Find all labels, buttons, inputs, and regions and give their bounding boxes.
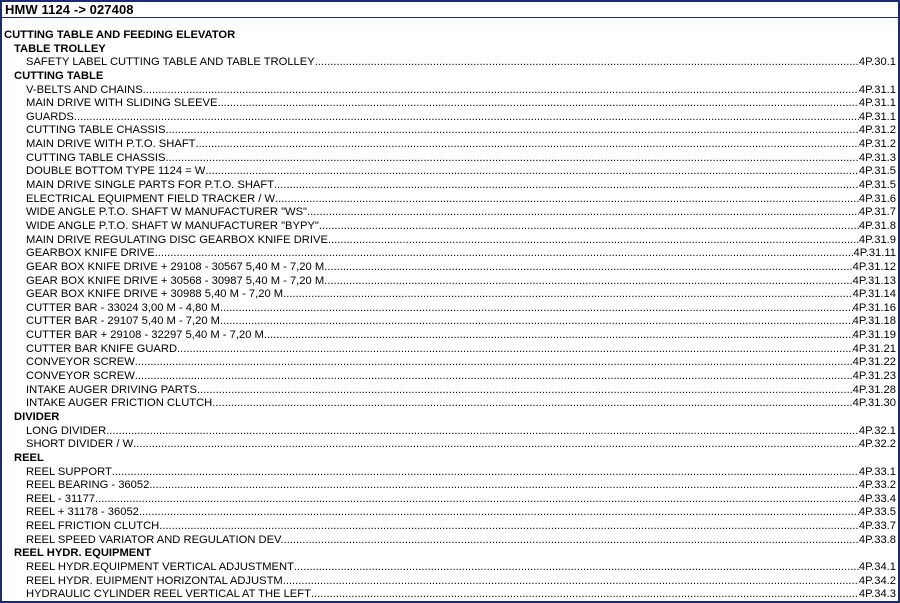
toc-group-heading: REEL <box>14 451 44 464</box>
dot-leader <box>294 561 859 575</box>
toc-group-heading: DIVIDER <box>14 410 60 423</box>
toc-entry-page-ref: 4P.31.9 <box>858 233 896 246</box>
toc-entry-link[interactable] <box>2 588 898 602</box>
dot-leader <box>155 247 854 261</box>
dot-leader <box>165 124 858 138</box>
toc-entry-page-ref: 4P.31.8 <box>858 219 896 232</box>
toc-entry-label: MAIN DRIVE WITH P.T.O. SHAFT <box>26 138 196 151</box>
toc-entry-label: GEAR BOX KNIFE DRIVE + 30988 5,40 M - 7,20 M <box>26 288 284 301</box>
toc-entry-page-ref: 4P.32.2 <box>858 438 896 451</box>
toc-entry-label: CONVEYOR SCREW <box>26 356 135 369</box>
toc-entry-link[interactable] <box>2 138 898 152</box>
toc-entry-page-ref: 4P.33.7 <box>858 520 896 533</box>
toc-entry-page-ref: 4P.33.1 <box>858 465 896 478</box>
toc-entry-page-ref: 4P.33.4 <box>858 492 896 505</box>
toc-entry-label: REEL + 31178 - 36052 <box>26 506 139 519</box>
toc-entry-link[interactable] <box>2 288 898 302</box>
toc-entry-label: CUTTER BAR KNIFE GUARD <box>26 342 178 355</box>
toc-entry-link[interactable] <box>2 124 898 138</box>
toc-entry-label: REEL SUPPORT <box>26 465 112 478</box>
toc-entry-label: REEL FRICTION CLUTCH <box>26 520 160 533</box>
toc-entry-label: CUTTER BAR - 29107 5,40 M - 7,20 M <box>26 315 220 328</box>
toc-entry-page-ref: 4P.33.2 <box>858 479 896 492</box>
dot-leader <box>324 275 852 289</box>
toc-entry-link[interactable] <box>2 275 898 289</box>
toc-entry-link[interactable] <box>2 179 898 193</box>
toc-entry-link[interactable] <box>2 438 898 452</box>
toc-group-heading: REEL HYDR. EQUIPMENT <box>14 547 152 560</box>
toc-entry-page-ref: 4P.34.2 <box>858 574 896 587</box>
dot-leader <box>195 138 858 152</box>
toc-entry-link[interactable] <box>2 493 898 507</box>
toc-entry-link[interactable] <box>2 165 898 179</box>
toc-entry-page-ref: 4P.31.19 <box>852 329 896 342</box>
toc-entry-label: SHORT DIVIDER / W <box>26 438 134 451</box>
toc-entry-link[interactable] <box>2 384 898 398</box>
toc-entry-page-ref: 4P.31.6 <box>858 192 896 205</box>
dot-leader <box>283 288 853 302</box>
toc-entry-link[interactable] <box>2 220 898 234</box>
dot-leader <box>112 466 859 480</box>
dot-leader <box>328 234 859 248</box>
dot-leader <box>275 193 859 207</box>
toc-entry-page-ref: 4P.31.14 <box>852 288 896 301</box>
toc-entry-page-ref: 4P.32.1 <box>858 424 896 437</box>
toc-entry-link[interactable] <box>2 425 898 439</box>
toc-entry-label: DOUBLE BOTTOM TYPE 1124 = W <box>26 165 206 178</box>
toc-entry-page-ref: 4P.31.3 <box>858 151 896 164</box>
dot-leader <box>307 206 859 220</box>
toc-entry-link[interactable] <box>2 261 898 275</box>
toc-entry-page-ref: 4P.31.30 <box>852 397 896 410</box>
toc-entry-link[interactable] <box>2 315 898 329</box>
toc-entry-page-ref: 4P.31.5 <box>858 179 896 192</box>
dot-leader <box>284 534 859 548</box>
toc-entry-link[interactable] <box>2 466 898 480</box>
toc-entry-label: MAIN DRIVE WITH SLIDING SLEEVE <box>26 97 218 110</box>
toc-entry-page-ref: 4P.31.13 <box>852 274 896 287</box>
toc-entry-link[interactable] <box>2 506 898 520</box>
toc-entry-page-ref: 4P.31.28 <box>852 383 896 396</box>
dot-leader <box>143 84 859 98</box>
toc-entry-label: CUTTER BAR + 29108 - 32297 5,40 M - 7,20 M <box>26 329 264 342</box>
table-of-contents <box>2 29 898 602</box>
toc-entry-page-ref: 4P.31.23 <box>852 370 896 383</box>
dot-leader <box>212 397 852 411</box>
toc-group-heading: CUTTING TABLE <box>14 69 104 82</box>
dot-leader <box>135 370 853 384</box>
toc-entry-page-ref: 4P.31.2 <box>858 138 896 151</box>
dot-leader <box>220 302 853 316</box>
toc-entry-label: REEL HYDR.EQUIPMENT VERTICAL ADJUSTMENT <box>26 560 294 573</box>
dot-leader <box>139 506 859 520</box>
toc-entry-label: REEL HYDR. EUIPMENT HORIZONTAL ADJUSTM <box>26 574 283 587</box>
toc-entry-link[interactable] <box>2 84 898 98</box>
dot-leader <box>165 152 858 166</box>
toc-entry-link[interactable] <box>2 193 898 207</box>
toc-entry-page-ref: 4P.31.2 <box>858 124 896 137</box>
toc-entry-link[interactable] <box>2 56 898 70</box>
toc-entry-page-ref: 4P.31.16 <box>852 301 896 314</box>
toc-entry-label: MAIN DRIVE REGULATING DISC GEARBOX KNIFE DRIVE <box>26 233 328 246</box>
toc-entry-page-ref: 4P.34.1 <box>858 560 896 573</box>
dot-leader <box>274 179 859 193</box>
toc-entry-label: GEAR BOX KNIFE DRIVE + 29108 - 30567 5,40 M - 7,20 M <box>26 260 325 273</box>
toc-entry-link[interactable] <box>2 397 898 411</box>
toc-entry-page-ref: 4P.31.5 <box>858 165 896 178</box>
dot-leader <box>264 329 853 343</box>
toc-entry-label: CUTTING TABLE CHASSIS <box>26 151 166 164</box>
dot-leader <box>205 165 859 179</box>
toc-entry-label: GEAR BOX KNIFE DRIVE + 30568 - 30987 5,40 M - 7,20 M <box>26 274 325 287</box>
page-title: HMW 1124 -> 027408 <box>2 2 898 18</box>
toc-entry-link[interactable] <box>2 111 898 125</box>
toc-entry-label: HYDRAULIC CYLINDER REEL VERTICAL AT THE LEFT <box>26 588 311 601</box>
toc-entry-link[interactable] <box>2 152 898 166</box>
toc-entry-page-ref: 4P.31.22 <box>852 356 896 369</box>
toc-entry-page-ref: 4P.33.8 <box>858 533 896 546</box>
toc-entry-link[interactable] <box>2 302 898 316</box>
toc-entry-label: CONVEYOR SCREW <box>26 370 135 383</box>
dot-leader <box>220 315 853 329</box>
toc-section-heading: CUTTING TABLE AND FEEDING ELEVATOR <box>4 29 236 41</box>
toc-entry-link[interactable] <box>2 575 898 589</box>
toc-entry-label: INTAKE AUGER FRICTION CLUTCH <box>26 397 213 410</box>
toc-entry-link[interactable] <box>2 561 898 575</box>
toc-entry-link[interactable] <box>2 97 898 111</box>
toc-entry-page-ref: 4P.31.11 <box>853 247 896 260</box>
toc-entry-label: V-BELTS AND CHAINS <box>26 83 143 96</box>
toc-entry-link[interactable] <box>2 479 898 493</box>
toc-entry-link[interactable] <box>2 247 898 261</box>
toc-entry-label: REEL BEARING - 36052 <box>26 479 150 492</box>
toc-entry-link[interactable] <box>2 234 898 248</box>
dot-leader <box>217 97 858 111</box>
toc-entry-link[interactable] <box>2 356 898 370</box>
toc-entry-label: ELECTRICAL EQUIPMENT FIELD TRACKER / W <box>26 192 276 205</box>
dot-leader <box>283 575 859 589</box>
toc-entry-link[interactable] <box>2 534 898 548</box>
toc-entry-page-ref: 4P.31.12 <box>852 260 896 273</box>
dot-leader <box>311 588 859 602</box>
toc-entry-page-ref: 4P.31.7 <box>858 206 896 219</box>
dot-leader <box>135 356 853 370</box>
toc-entry-label: WIDE ANGLE P.T.O. SHAFT W MANUFACTURER "BYPY" <box>26 219 319 232</box>
toc-entry-page-ref: 4P.31.21 <box>852 342 896 355</box>
toc-group-heading: TABLE TROLLEY <box>14 42 106 55</box>
toc-entry-label: WIDE ANGLE P.T.O. SHAFT W MANUFACTURER "WS" <box>26 206 308 219</box>
toc-entry-link[interactable] <box>2 329 898 343</box>
dot-leader <box>319 220 859 234</box>
toc-entry-label: CUTTER BAR - 33024 3,00 M - 4,80 M <box>26 301 220 314</box>
dot-leader <box>315 56 859 70</box>
toc-entry-link[interactable] <box>2 206 898 220</box>
toc-entry-label: LONG DIVIDER <box>26 424 107 437</box>
toc-entry-link[interactable] <box>2 520 898 534</box>
toc-entry-label: MAIN DRIVE SINGLE PARTS FOR P.T.O. SHAFT <box>26 179 275 192</box>
toc-entry-page-ref: 4P.34.3 <box>858 588 896 601</box>
dot-leader <box>149 479 859 493</box>
toc-entry-page-ref: 4P.31.18 <box>852 315 896 328</box>
toc-entry-page-ref: 4P.30.1 <box>858 56 896 69</box>
dot-leader <box>106 425 859 439</box>
dot-leader <box>159 520 859 534</box>
dot-leader <box>324 261 852 275</box>
toc-entry-page-ref: 4P.31.1 <box>858 97 896 110</box>
toc-entry-label: SAFETY LABEL CUTTING TABLE AND TABLE TROLLEY <box>26 56 315 69</box>
toc-entry-link[interactable] <box>2 343 898 357</box>
toc-entry-label: REEL SPEED VARIATOR AND REGULATION DEV. <box>26 533 284 546</box>
toc-entry-label: CUTTING TABLE CHASSIS <box>26 124 166 137</box>
dot-leader <box>74 111 859 125</box>
toc-entry-page-ref: 4P.31.1 <box>858 83 896 96</box>
dot-leader <box>177 343 853 357</box>
toc-entry-page-ref: 4P.31.1 <box>858 110 896 123</box>
dot-leader <box>197 384 853 398</box>
toc-entry-label: INTAKE AUGER DRIVING PARTS <box>26 383 197 396</box>
toc-entry-link[interactable] <box>2 370 898 384</box>
toc-entry-page-ref: 4P.33.5 <box>858 506 896 519</box>
toc-entry-label: REEL - 31177 <box>26 492 96 505</box>
dot-leader <box>133 438 859 452</box>
dot-leader <box>95 493 859 507</box>
toc-entry-label: GEARBOX KNIFE DRIVE <box>26 247 155 260</box>
toc-entry-label: GUARDS <box>26 110 74 123</box>
